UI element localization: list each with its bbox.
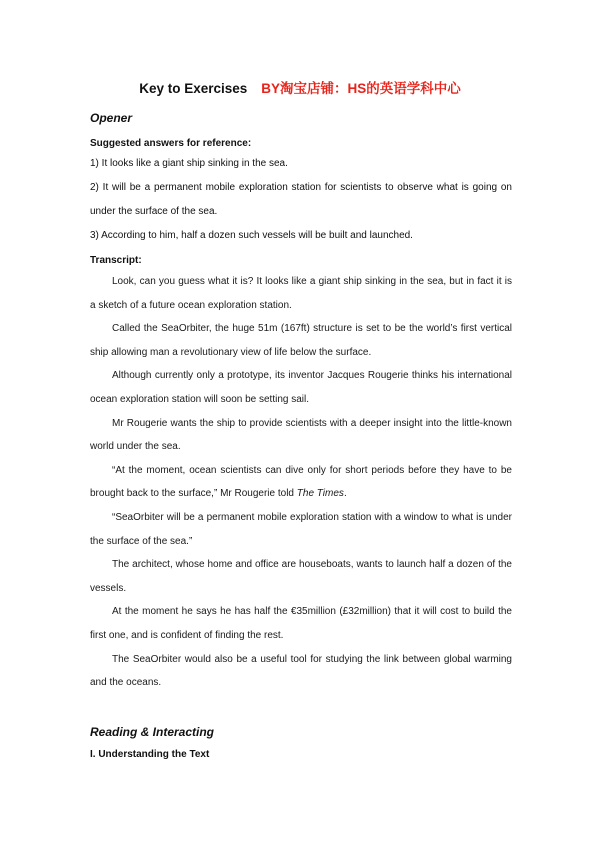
document-title: Key to Exercises — [139, 81, 248, 96]
transcript-label: Transcript: — [90, 255, 142, 266]
section-heading-reading: Reading & Interacting — [90, 725, 215, 739]
transcript-paragraph: Called the SeaOrbiter, the huge 51m (167ft) structure is set to be the world’s first vertical ship allowing man a revolutionary view of life below the surface. — [90, 323, 512, 358]
transcript-paragraph: At the moment he says he has half the €35million (£32million) that it will cost to build the first one, and is confident of finding the rest. — [90, 606, 512, 641]
section-heading-opener: Opener — [90, 111, 133, 125]
answer-item-3: 3) According to him, half a dozen such vessels will be built and launched. — [90, 230, 413, 241]
transcript-paragraph: Look, can you guess what it is? It looks like a giant ship sinking in the sea, but in fact it is a sketch of a future ocean exploration station. — [90, 276, 512, 311]
suggested-answers-label: Suggested answers for reference: — [90, 138, 252, 149]
transcript-body — [90, 270, 512, 695]
document-title-line — [0, 80, 600, 98]
transcript-paragraph: The SeaOrbiter would also be a useful tool for studying the link between global warming and the oceans. — [90, 653, 512, 689]
watermark-text: BY淘宝店铺：HS的英语学科中心 — [261, 81, 461, 96]
subsection-heading-understanding: I. Understanding the Text — [90, 749, 210, 760]
answer-item-1: 1) It looks like a giant ship sinking in the sea. — [90, 158, 288, 169]
transcript-paragraph: “SeaOrbiter will be a permanent mobile exploration station with a window to what is under the surface of the sea.” — [90, 511, 512, 547]
transcript-paragraph: The architect, whose home and office are houseboats, wants to launch half a dozen of the vessels. — [90, 559, 512, 594]
transcript-paragraph-times-quote — [90, 459, 512, 506]
transcript-paragraph: Although currently only a prototype, its inventor Jacques Rougerie thinks his international ocean exploration station will soon be setting sail. — [90, 370, 512, 405]
answer-item-2: 2) It will be a permanent mobile exploration station for scientists to observe what is going on under the surface of the sea. — [90, 182, 512, 217]
transcript-paragraph: Mr Rougerie wants the ship to provide scientists with a deeper insight into the little-known world under the sea. — [90, 417, 512, 453]
times-quote-source: The Times — [296, 488, 344, 500]
times-quote-end: . — [343, 488, 347, 500]
times-quote-text: “At the moment, ocean scientists can dive only for short periods before they have to be brought back to the surface,” Mr Rougerie told — [90, 464, 512, 500]
